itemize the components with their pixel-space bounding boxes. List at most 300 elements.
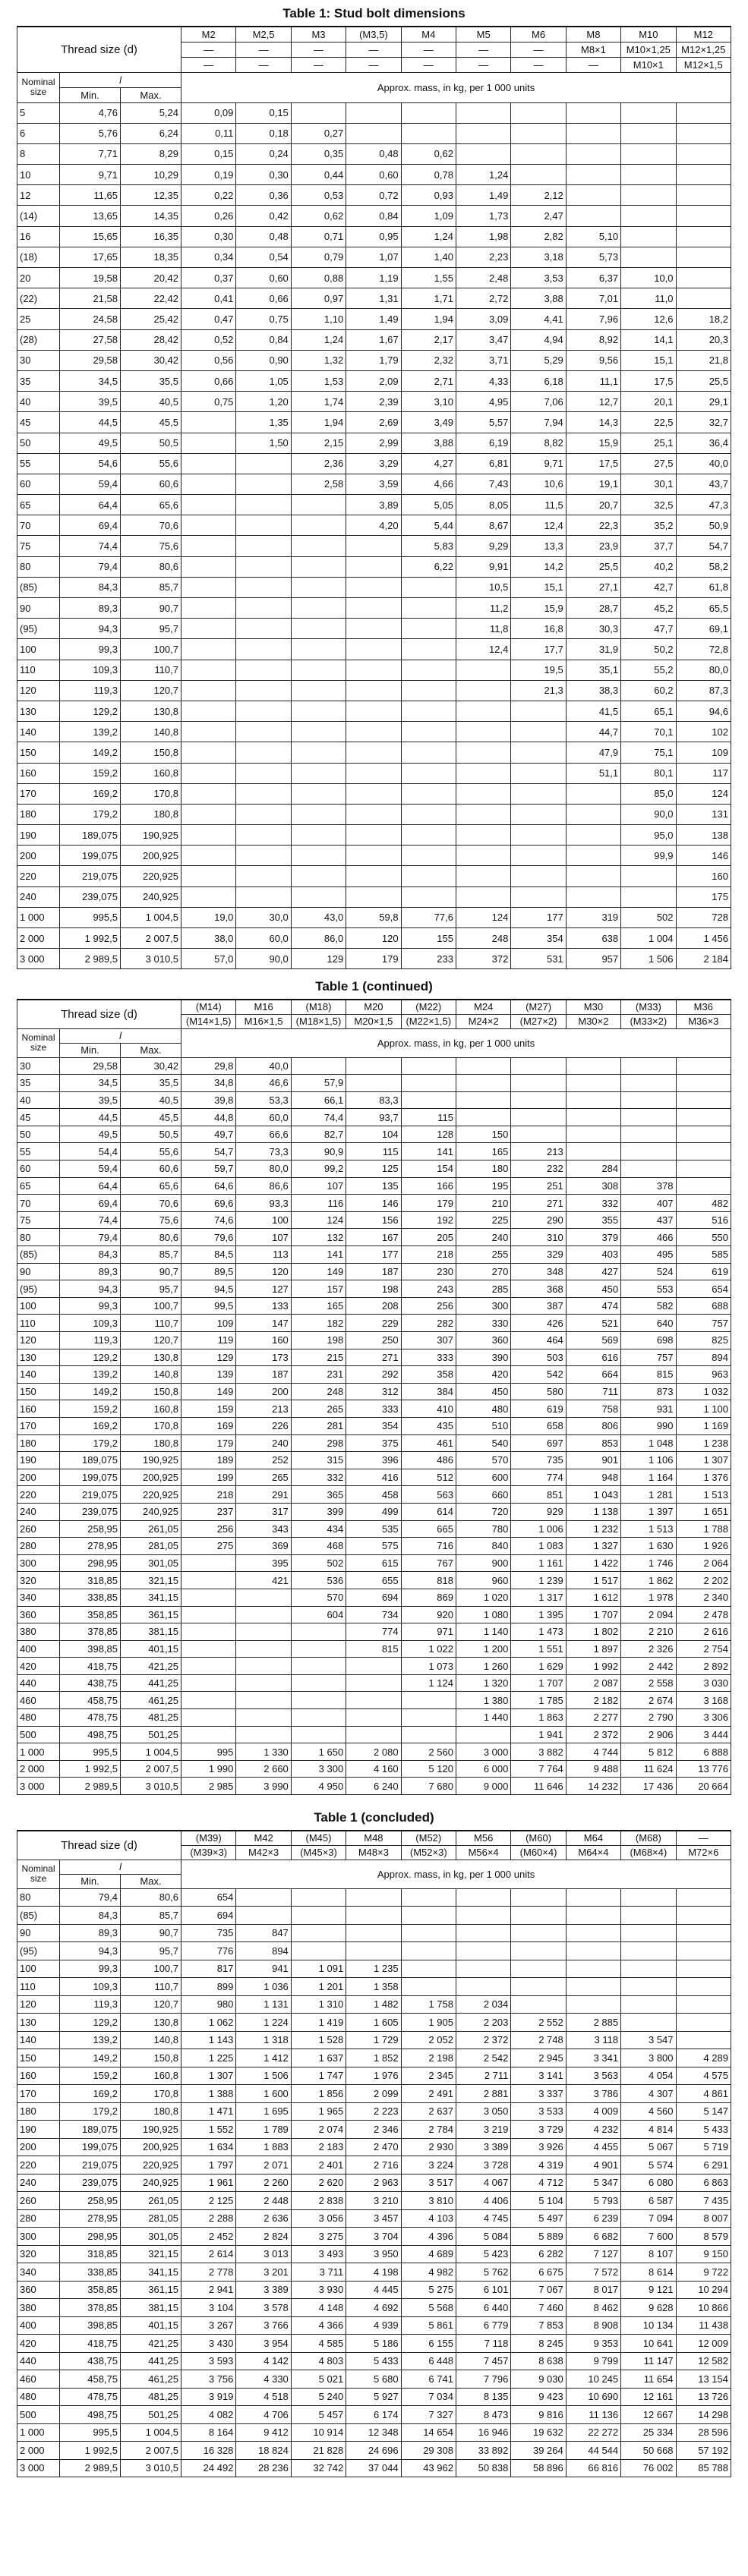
max-length-cell: 341,15 bbox=[121, 1589, 181, 1606]
mass-cell: 10 245 bbox=[566, 2370, 620, 2389]
mass-cell: 1 883 bbox=[236, 2138, 291, 2156]
mass-cell bbox=[456, 123, 510, 143]
fine-thread-header: (M45×3) bbox=[291, 1845, 346, 1860]
table-row bbox=[17, 1400, 731, 1418]
mass-cell: 199 bbox=[181, 1469, 236, 1486]
mass-cell: 1 020 bbox=[456, 1589, 510, 1606]
mass-cell: 840 bbox=[456, 1538, 510, 1555]
mass-cell: 1 201 bbox=[291, 1978, 346, 1996]
mass-cell bbox=[621, 1126, 676, 1143]
nominal-size-cell: 10 bbox=[17, 165, 60, 185]
mass-cell bbox=[346, 1888, 401, 1907]
mass-cell bbox=[236, 722, 291, 742]
mass-cell: 0,36 bbox=[236, 185, 291, 206]
mass-cell: 1,32 bbox=[291, 350, 346, 370]
mass-cell: 167 bbox=[346, 1229, 401, 1246]
mass-cell: 535 bbox=[346, 1520, 401, 1538]
nominal-size-cell: 130 bbox=[17, 1349, 60, 1366]
max-length-cell: 281,05 bbox=[121, 2209, 181, 2228]
mass-cell: 99,9 bbox=[621, 846, 676, 866]
table-row bbox=[17, 206, 731, 226]
column-header: (M14) bbox=[181, 1000, 236, 1014]
nominal-size-cell: 100 bbox=[17, 639, 60, 660]
mass-cell bbox=[621, 247, 676, 267]
mass-cell: 3 517 bbox=[401, 2174, 456, 2192]
mass-cell: 76 002 bbox=[621, 2459, 676, 2477]
mass-cell: 2,32 bbox=[401, 350, 456, 370]
mass-cell: 2 094 bbox=[621, 1606, 676, 1623]
table-row bbox=[17, 2352, 731, 2370]
mass-cell: 4 067 bbox=[456, 2174, 510, 2192]
mass-cell: 403 bbox=[566, 1246, 620, 1264]
nominal-size-cell: 170 bbox=[17, 1417, 60, 1434]
nominal-size-cell: 110 bbox=[17, 1978, 60, 1996]
mass-cell: 5,83 bbox=[401, 536, 456, 556]
mass-cell: 4 585 bbox=[291, 2335, 346, 2353]
table-row bbox=[17, 1126, 731, 1143]
mass-cell: 187 bbox=[236, 1366, 291, 1384]
mass-cell bbox=[676, 247, 731, 267]
nominal-size-cell: 45 bbox=[17, 412, 60, 433]
mass-cell: 0,60 bbox=[236, 268, 291, 288]
mass-cell: 284 bbox=[566, 1160, 620, 1178]
mass-cell: 0,78 bbox=[401, 165, 456, 185]
mass-cell: 252 bbox=[236, 1452, 291, 1469]
nominal-size-cell: 190 bbox=[17, 1452, 60, 1469]
mass-cell: 410 bbox=[401, 1400, 456, 1418]
mass-cell: 47,7 bbox=[621, 619, 676, 639]
mass-cell: 757 bbox=[621, 1349, 676, 1366]
max-length-cell: 481,25 bbox=[121, 2388, 181, 2406]
mass-cell: 13,3 bbox=[511, 536, 566, 556]
mass-cell: 3 430 bbox=[181, 2335, 236, 2353]
table-row bbox=[17, 412, 731, 433]
mass-cell: 2 616 bbox=[676, 1623, 731, 1641]
min-length-cell: 13,65 bbox=[60, 206, 121, 226]
mass-cell: 59,7 bbox=[181, 1160, 236, 1178]
table-row bbox=[17, 2067, 731, 2085]
mass-cell: 3 756 bbox=[181, 2370, 236, 2389]
mass-cell bbox=[291, 102, 346, 123]
nominal-size-cell: 480 bbox=[17, 1709, 60, 1727]
mass-cell: 2 260 bbox=[236, 2174, 291, 2192]
table-row bbox=[17, 866, 731, 886]
mass-cell: 2 052 bbox=[401, 2031, 456, 2049]
mass-cell bbox=[456, 722, 510, 742]
table-row bbox=[17, 1960, 731, 1978]
min-length-cell: 119,3 bbox=[60, 680, 121, 701]
mass-cell bbox=[346, 660, 401, 680]
mass-cell: 2 442 bbox=[621, 1658, 676, 1675]
mass-cell: 6 440 bbox=[456, 2299, 510, 2317]
mass-cell: 6 239 bbox=[566, 2209, 620, 2228]
table-row bbox=[17, 886, 731, 907]
mass-cell: 9 816 bbox=[511, 2406, 566, 2424]
fine-thread-header: M8×1 bbox=[566, 42, 620, 57]
mass-cell: 1,98 bbox=[456, 226, 510, 247]
table-section-2 bbox=[0, 979, 748, 1795]
mass-cell: 3 547 bbox=[621, 2031, 676, 2049]
min-length-cell: 159,2 bbox=[60, 1400, 121, 1418]
mass-cell: 1 788 bbox=[676, 1520, 731, 1538]
mass-cell bbox=[346, 866, 401, 886]
nominal-size-cell: 260 bbox=[17, 2192, 60, 2210]
mass-cell: 1 138 bbox=[566, 1503, 620, 1520]
mass-cell: 10,5 bbox=[456, 577, 510, 597]
nominal-size-cell: 120 bbox=[17, 1995, 60, 2014]
mass-cell bbox=[181, 495, 236, 515]
mass-cell: 3 810 bbox=[401, 2192, 456, 2210]
min-length-cell: 59,4 bbox=[60, 474, 121, 494]
max-length-cell: 421,25 bbox=[121, 2335, 181, 2353]
mass-cell: 616 bbox=[566, 1349, 620, 1366]
mass-cell bbox=[181, 1726, 236, 1743]
mass-cell: 817 bbox=[181, 1960, 236, 1978]
mass-cell: 127 bbox=[236, 1280, 291, 1298]
mass-cell: 131 bbox=[676, 804, 731, 824]
mass-cell: 4 560 bbox=[621, 2102, 676, 2121]
mass-cell: 198 bbox=[346, 1280, 401, 1298]
min-length-cell: 54,6 bbox=[60, 453, 121, 474]
mass-cell bbox=[346, 1692, 401, 1709]
min-length-cell: 129,2 bbox=[60, 1349, 121, 1366]
mass-cell: 7 764 bbox=[511, 1760, 566, 1778]
mass-cell bbox=[291, 495, 346, 515]
nominal-size-cell: 500 bbox=[17, 1726, 60, 1743]
mass-cell: 1,71 bbox=[401, 288, 456, 309]
mass-cell: 22 272 bbox=[566, 2423, 620, 2442]
nominal-size-cell: 120 bbox=[17, 1332, 60, 1349]
mass-cell: 34,8 bbox=[181, 1075, 236, 1092]
mass-cell: 461 bbox=[401, 1434, 456, 1452]
mass-cell: 13 154 bbox=[676, 2370, 731, 2389]
mass-cell: 9,91 bbox=[456, 556, 510, 577]
mass-cell: 58,2 bbox=[676, 556, 731, 577]
max-length-cell: 3 010,5 bbox=[121, 2459, 181, 2477]
nominal-size-cell: 460 bbox=[17, 2370, 60, 2389]
mass-cell: 9 353 bbox=[566, 2335, 620, 2353]
mass-cell: 9 412 bbox=[236, 2423, 291, 2442]
max-length-cell: 25,42 bbox=[121, 309, 181, 329]
mass-cell: 2 985 bbox=[181, 1778, 236, 1795]
table-title: Table 1 (concluded) bbox=[314, 1810, 434, 1825]
column-header: M2 bbox=[181, 27, 236, 42]
mass-cell bbox=[621, 1888, 676, 1907]
mass-cell: 0,24 bbox=[236, 143, 291, 164]
mass-cell: 2 184 bbox=[676, 949, 731, 969]
mass-cell: 7 460 bbox=[511, 2299, 566, 2317]
mass-cell: 80,0 bbox=[236, 1160, 291, 1178]
column-header: (M27) bbox=[511, 1000, 566, 1014]
mass-cell: 4 148 bbox=[291, 2299, 346, 2317]
max-length-cell: 321,15 bbox=[121, 2245, 181, 2263]
mass-cell: 2 941 bbox=[181, 2281, 236, 2299]
min-length-cell: 159,2 bbox=[60, 763, 121, 783]
max-length-cell: 381,15 bbox=[121, 1623, 181, 1641]
mass-cell: 39 264 bbox=[511, 2442, 566, 2460]
mass-cell: 1 327 bbox=[566, 1538, 620, 1555]
max-length-cell: 2 007,5 bbox=[121, 928, 181, 949]
mass-cell: 124 bbox=[456, 907, 510, 927]
mass-cell: 5 497 bbox=[511, 2209, 566, 2228]
max-length-cell: 120,7 bbox=[121, 1995, 181, 2014]
mass-cell: 4 575 bbox=[676, 2067, 731, 2085]
mass-cell: 1 856 bbox=[291, 2085, 346, 2103]
mass-cell bbox=[511, 143, 566, 164]
mass-cell: 774 bbox=[346, 1623, 401, 1641]
max-length-cell: 10,29 bbox=[121, 165, 181, 185]
min-length-cell: 29,58 bbox=[60, 1057, 121, 1075]
nominal-size-cell: (85) bbox=[17, 1907, 60, 1925]
min-length-cell: 74,4 bbox=[60, 536, 121, 556]
mass-cell: 333 bbox=[401, 1349, 456, 1366]
mass-cell bbox=[181, 1623, 236, 1641]
max-length-cell: 35,5 bbox=[121, 1075, 181, 1092]
mass-cell: 4 712 bbox=[511, 2174, 566, 2192]
mass-cell: 1,05 bbox=[236, 370, 291, 391]
mass-cell: 1 235 bbox=[346, 1960, 401, 1978]
mass-cell bbox=[291, 1674, 346, 1692]
mass-cell: 1,49 bbox=[346, 309, 401, 329]
table-row bbox=[17, 722, 731, 742]
mass-cell: 165 bbox=[456, 1143, 510, 1160]
mass-cell: 3,47 bbox=[456, 329, 510, 350]
mass-cell: 65,5 bbox=[676, 598, 731, 619]
mass-cell: 179 bbox=[401, 1195, 456, 1212]
mass-cell bbox=[401, 1907, 456, 1925]
mass-cell: 2 963 bbox=[346, 2174, 401, 2192]
mass-cell: 59,8 bbox=[346, 907, 401, 927]
min-length-cell: 109,3 bbox=[60, 660, 121, 680]
mass-cell: 275 bbox=[181, 1538, 236, 1555]
mass-cell: 0,97 bbox=[291, 288, 346, 309]
nominal-size-cell: 150 bbox=[17, 2049, 60, 2067]
mass-cell bbox=[676, 1942, 731, 1960]
mass-cell: 2,15 bbox=[291, 433, 346, 453]
fine-thread-header: (M14×1,5) bbox=[181, 1014, 236, 1028]
mass-cell bbox=[236, 474, 291, 494]
mass-cell: 720 bbox=[456, 1503, 510, 1520]
fine-thread-header-2: M10×1 bbox=[621, 57, 676, 72]
mass-cell: 4 861 bbox=[676, 2085, 731, 2103]
mass-cell: 372 bbox=[456, 949, 510, 969]
mass-cell bbox=[236, 763, 291, 783]
mass-cell bbox=[181, 619, 236, 639]
mass-cell: 135 bbox=[346, 1177, 401, 1195]
max-length-cell: 95,7 bbox=[121, 1942, 181, 1960]
mass-cell: 2 182 bbox=[566, 1692, 620, 1709]
min-length-cell: 129,2 bbox=[60, 2014, 121, 2032]
quantity-row bbox=[17, 928, 731, 949]
mass-cell: 315 bbox=[291, 1452, 346, 1469]
mass-cell: 1,79 bbox=[346, 350, 401, 370]
mass-cell: 42,7 bbox=[621, 577, 676, 597]
mass-cell: 19,0 bbox=[181, 907, 236, 927]
mass-cell: 396 bbox=[346, 1452, 401, 1469]
mass-cell: 2 277 bbox=[566, 1709, 620, 1727]
table-row bbox=[17, 701, 731, 721]
max-length-cell: 120,7 bbox=[121, 1332, 181, 1349]
max-length-cell: 200,925 bbox=[121, 846, 181, 866]
mass-cell: 524 bbox=[621, 1263, 676, 1280]
column-header: M20 bbox=[346, 1000, 401, 1014]
mass-cell bbox=[181, 1589, 236, 1606]
mass-cell: 2 401 bbox=[291, 2156, 346, 2174]
mass-cell: 1,07 bbox=[346, 247, 401, 267]
max-length-cell: 160,8 bbox=[121, 763, 181, 783]
mass-cell bbox=[291, 1942, 346, 1960]
mass-cell: 1,50 bbox=[236, 433, 291, 453]
mass-cell: 129 bbox=[291, 949, 346, 969]
mass-cell: 57,9 bbox=[291, 1075, 346, 1092]
min-length-cell: 27,58 bbox=[60, 329, 121, 350]
mass-cell: 2 071 bbox=[236, 2156, 291, 2174]
mass-cell: 129 bbox=[181, 1349, 236, 1366]
mass-cell: 2,09 bbox=[346, 370, 401, 391]
mass-cell: 1 785 bbox=[511, 1692, 566, 1709]
max-length-cell: 85,7 bbox=[121, 577, 181, 597]
mass-cell: 256 bbox=[401, 1297, 456, 1315]
nominal-size-label: Nominal size bbox=[17, 1860, 60, 1888]
mass-cell: 3 578 bbox=[236, 2299, 291, 2317]
min-length-cell: 79,4 bbox=[60, 556, 121, 577]
mass-cell: 1 397 bbox=[621, 1503, 676, 1520]
nominal-size-cell: 30 bbox=[17, 1057, 60, 1075]
fine-thread-header: — bbox=[346, 42, 401, 57]
mass-cell: 604 bbox=[291, 1606, 346, 1623]
mass-cell: 3 300 bbox=[291, 1760, 346, 1778]
mass-cell: 2,82 bbox=[511, 226, 566, 247]
max-length-cell: 3 010,5 bbox=[121, 1778, 181, 1795]
mass-cell bbox=[676, 1907, 731, 1925]
mass-cell: 4 406 bbox=[456, 2192, 510, 2210]
mass-cell bbox=[511, 1888, 566, 1907]
mass-cell: 58 896 bbox=[511, 2459, 566, 2477]
mass-cell: 2 346 bbox=[346, 2121, 401, 2139]
mass-cell: 851 bbox=[511, 1486, 566, 1504]
mass-cell: 1 330 bbox=[236, 1743, 291, 1761]
mass-cell: 776 bbox=[181, 1942, 236, 1960]
mass-cell: 8 007 bbox=[676, 2209, 731, 2228]
max-length-cell: 95,7 bbox=[121, 619, 181, 639]
table-row bbox=[17, 123, 731, 143]
mass-cell: 6 587 bbox=[621, 2192, 676, 2210]
mass-cell: 4 950 bbox=[291, 1778, 346, 1795]
mass-cell: 1 131 bbox=[236, 1995, 291, 2014]
mass-cell: 231 bbox=[291, 1366, 346, 1384]
max-length-cell: 341,15 bbox=[121, 2263, 181, 2282]
mass-cell: 420 bbox=[456, 1366, 510, 1384]
mass-cell: 3 056 bbox=[291, 2209, 346, 2228]
mass-cell: 95,0 bbox=[621, 825, 676, 846]
mass-cell bbox=[291, 846, 346, 866]
mass-cell bbox=[511, 1075, 566, 1092]
max-length-cell: 160,8 bbox=[121, 1400, 181, 1418]
mass-cell: 149 bbox=[291, 1263, 346, 1280]
nominal-size-cell: 90 bbox=[17, 1263, 60, 1280]
mass-cell bbox=[291, 722, 346, 742]
max-length-cell: 140,8 bbox=[121, 2031, 181, 2049]
mass-cell: 5 680 bbox=[346, 2370, 401, 2389]
mass-cell: 1 471 bbox=[181, 2102, 236, 2121]
nominal-size-cell: 3 000 bbox=[17, 2459, 60, 2477]
mass-cell: 115 bbox=[401, 1109, 456, 1126]
mass-cell: 230 bbox=[401, 1263, 456, 1280]
mass-cell: 12 348 bbox=[346, 2423, 401, 2442]
mass-cell bbox=[346, 846, 401, 866]
mass-cell: 3 990 bbox=[236, 1778, 291, 1795]
mass-cell: 1 746 bbox=[621, 1554, 676, 1572]
mass-cell: 502 bbox=[291, 1554, 346, 1572]
min-length-cell: 179,2 bbox=[60, 1434, 121, 1452]
mass-cell: 3 306 bbox=[676, 1709, 731, 1727]
column-header: M2,5 bbox=[236, 27, 291, 42]
nominal-size-cell: 16 bbox=[17, 226, 60, 247]
mass-cell: 1 897 bbox=[566, 1640, 620, 1658]
mass-cell: 32,7 bbox=[676, 412, 731, 433]
mass-cell: 575 bbox=[346, 1538, 401, 1555]
mass-cell: 15,1 bbox=[621, 350, 676, 370]
table-row bbox=[17, 1229, 731, 1246]
min-length-cell: 94,3 bbox=[60, 1280, 121, 1298]
mass-cell: 65,1 bbox=[621, 701, 676, 721]
min-length-cell: 99,3 bbox=[60, 1960, 121, 1978]
mass-cell bbox=[181, 1572, 236, 1589]
max-length-cell: 65,6 bbox=[121, 495, 181, 515]
mass-cell: 711 bbox=[566, 1383, 620, 1400]
mass-cell: 1 310 bbox=[291, 1995, 346, 2014]
mass-cell: 149 bbox=[181, 1383, 236, 1400]
mass-cell: 569 bbox=[566, 1332, 620, 1349]
nominal-size-cell: 25 bbox=[17, 309, 60, 329]
min-length-cell: 418,75 bbox=[60, 1658, 121, 1675]
mass-cell: 44,7 bbox=[566, 722, 620, 742]
mass-cell bbox=[566, 1057, 620, 1075]
mass-cell: 80,0 bbox=[676, 660, 731, 680]
mass-cell bbox=[236, 660, 291, 680]
mass-cell: 10 134 bbox=[621, 2316, 676, 2335]
nominal-size-cell: 140 bbox=[17, 2031, 60, 2049]
mass-cell bbox=[181, 639, 236, 660]
min-length-cell: 358,85 bbox=[60, 2281, 121, 2299]
mass-cell: 187 bbox=[346, 1263, 401, 1280]
mass-cell: 1 863 bbox=[511, 1709, 566, 1727]
nominal-size-cell: 60 bbox=[17, 1160, 60, 1178]
mass-cell bbox=[566, 102, 620, 123]
table-row bbox=[17, 247, 731, 267]
nominal-size-cell: 30 bbox=[17, 350, 60, 370]
table-row bbox=[17, 2299, 731, 2317]
mass-cell: 3 711 bbox=[291, 2263, 346, 2282]
mass-cell: 1,73 bbox=[456, 206, 510, 226]
max-length-cell: 361,15 bbox=[121, 2281, 181, 2299]
table-row bbox=[17, 2192, 731, 2210]
mass-cell: 774 bbox=[511, 1469, 566, 1486]
quantity-row bbox=[17, 2442, 731, 2460]
mass-cell: 3,10 bbox=[401, 392, 456, 412]
mass-cell: 3 766 bbox=[236, 2316, 291, 2335]
fine-thread-header: M36×3 bbox=[676, 1014, 731, 1028]
mass-cell: 0,53 bbox=[291, 185, 346, 206]
mass-cell: 2 288 bbox=[181, 2209, 236, 2228]
mass-cell bbox=[401, 825, 456, 846]
mass-cell bbox=[291, 1692, 346, 1709]
mass-cell: 521 bbox=[566, 1315, 620, 1332]
mass-cell: 716 bbox=[401, 1538, 456, 1555]
mass-cell bbox=[566, 165, 620, 185]
mass-cell: 4 744 bbox=[566, 1743, 620, 1761]
mass-cell bbox=[566, 1109, 620, 1126]
